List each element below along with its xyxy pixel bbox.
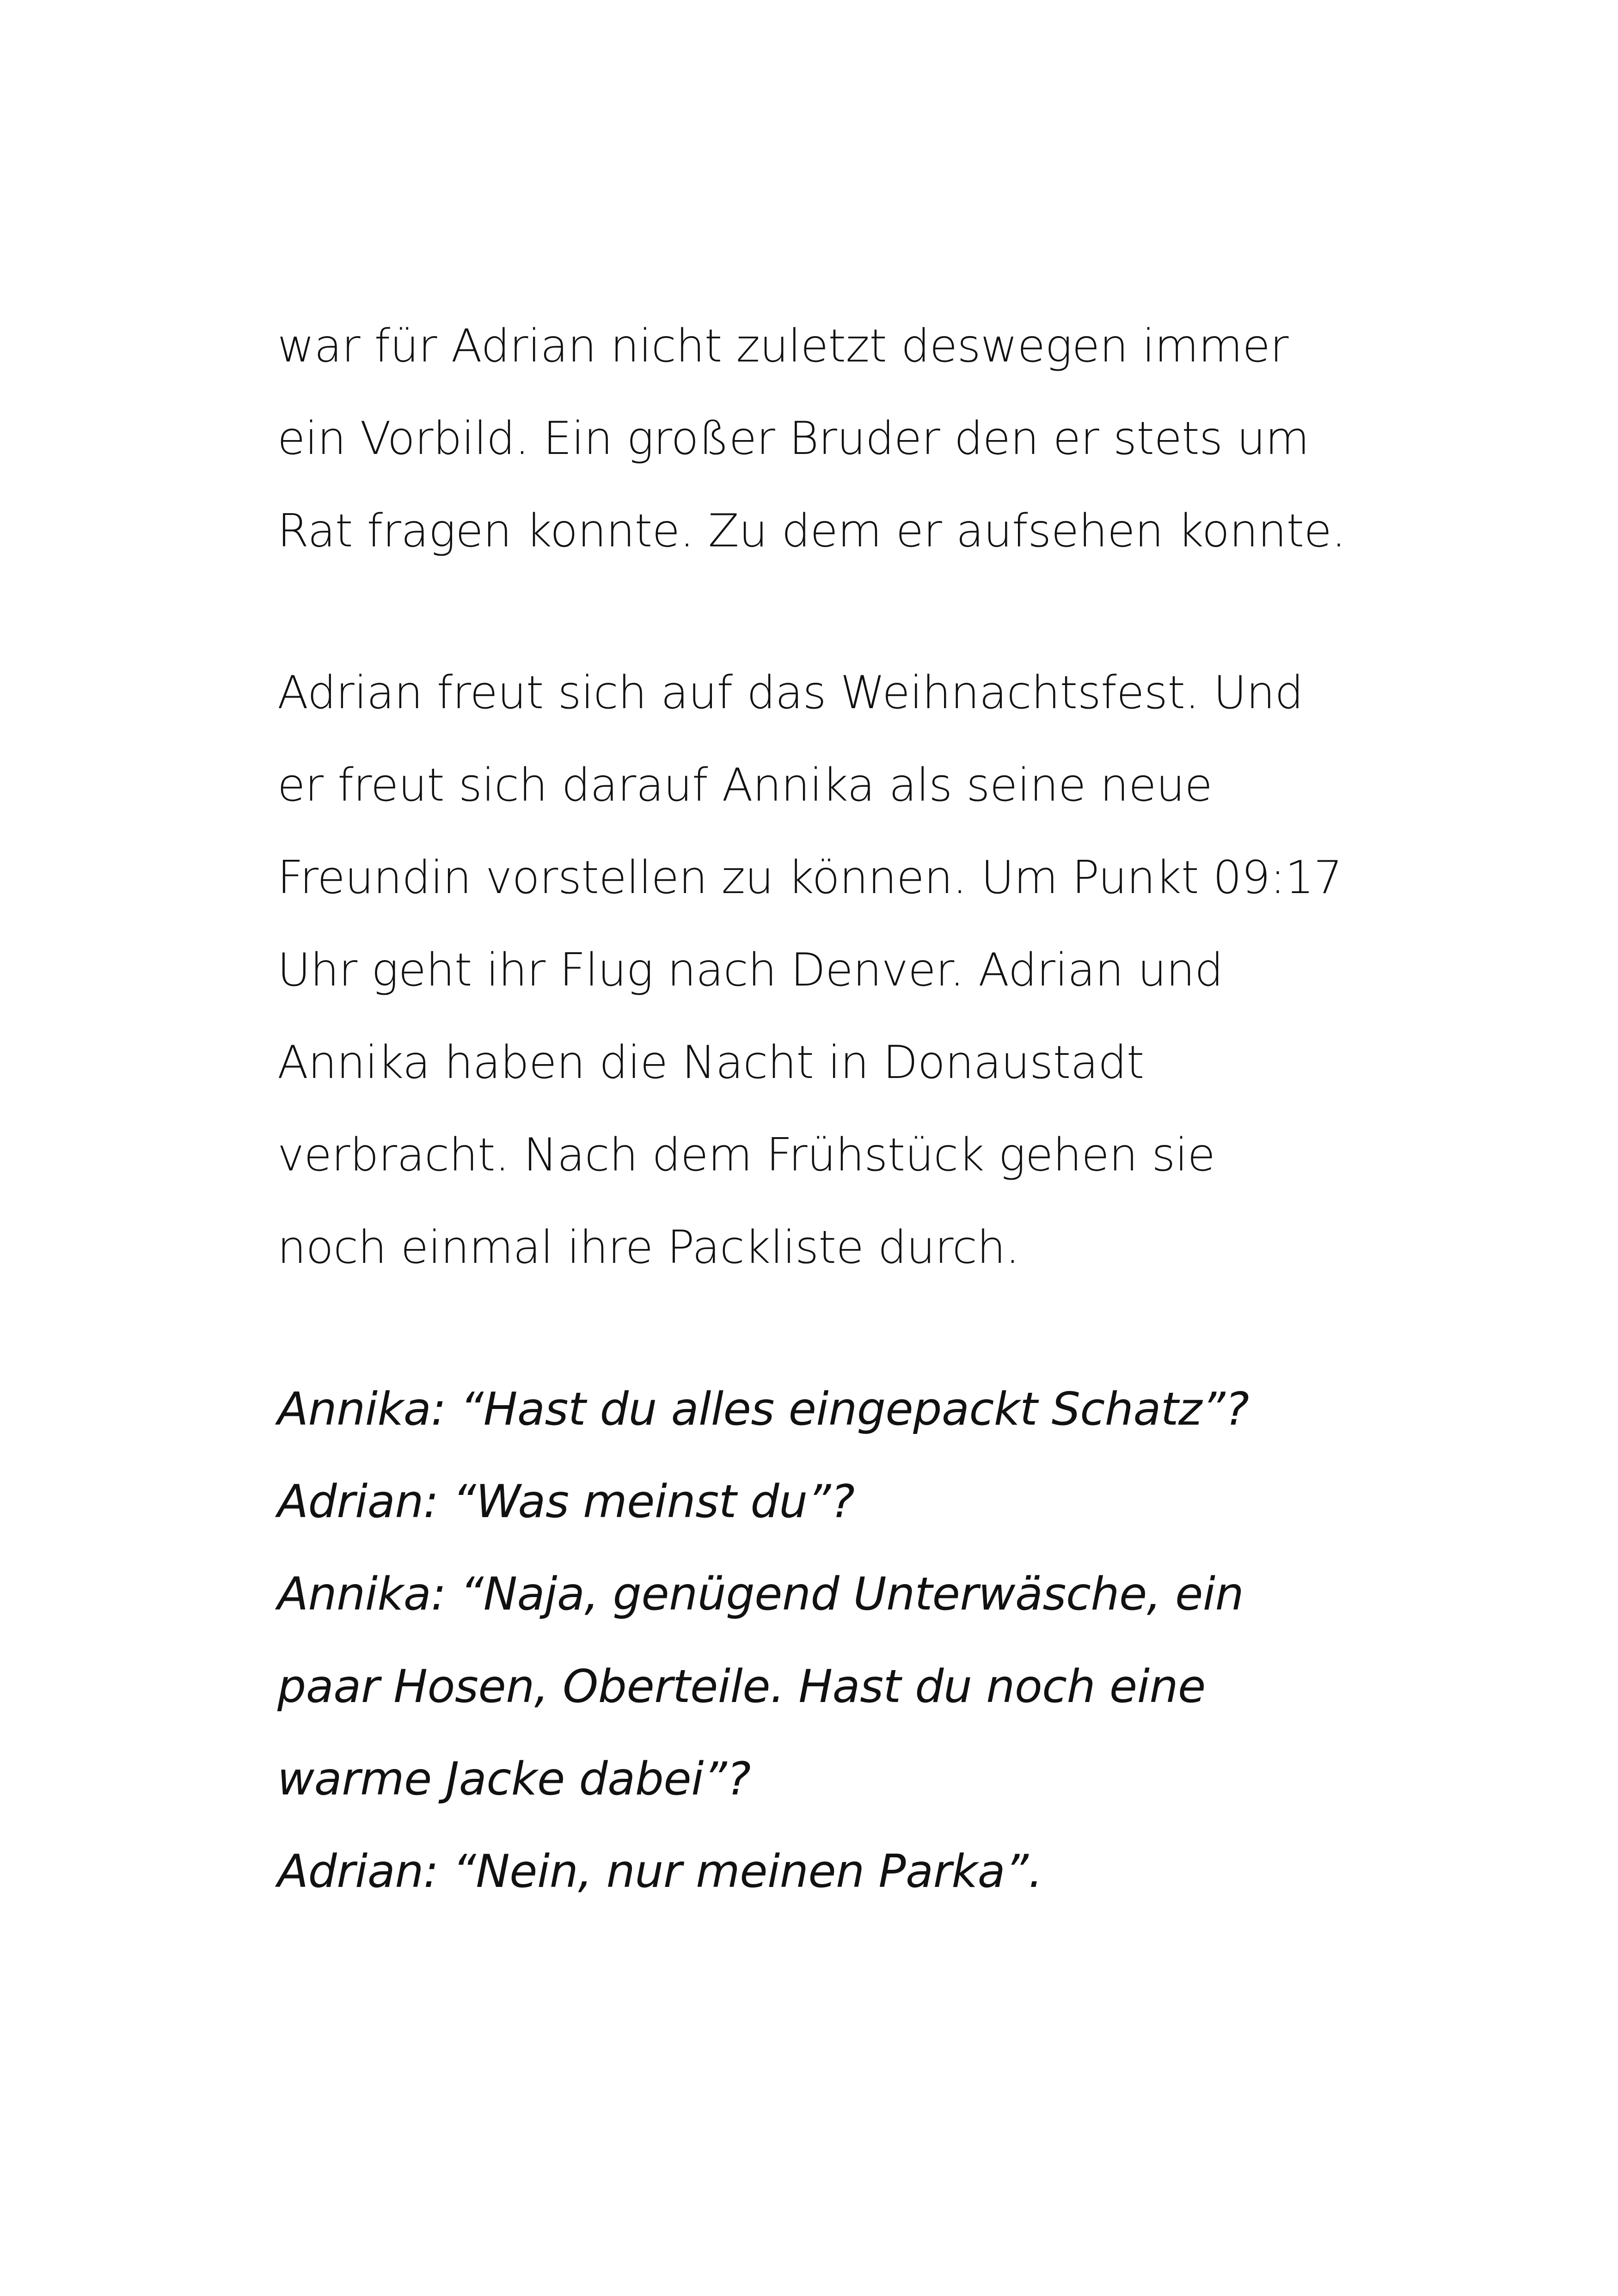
dialogue-line: Adrian: “Was meinst du”? [277, 1476, 855, 1528]
text-line: Adrian freut sich auf das Weihnachtsfest. Und [277, 667, 1304, 719]
text-line: Annika haben die Nacht in Donaustadt [277, 1036, 1144, 1089]
text-line: Uhr geht ihr Flug nach Denver. Adrian und [277, 944, 1223, 997]
text-line: Rat fragen konnte. Zu dem er aufsehen konnte. [277, 505, 1346, 557]
dialogue-line: paar Hosen, Oberteile. Hast du noch eine [277, 1660, 1206, 1713]
dialogue-line: warme Jacke dabei”? [277, 1753, 751, 1806]
text-line: war für Adrian nicht zuletzt deswegen immer [277, 320, 1289, 373]
text-line: er freut sich darauf Annika als seine neue [277, 759, 1213, 812]
text-line: verbracht. Nach dem Frühstück gehen sie [277, 1129, 1215, 1182]
text-line: noch einmal ihre Packliste durch. [277, 1221, 1020, 1274]
text-line: ein Vorbild. Ein großer Bruder den er stets um [277, 412, 1309, 465]
dialogue-line: Annika: “Hast du alles eingepackt Schatz”? [277, 1383, 1249, 1436]
dialogue-line: Adrian: “Nein, nur meinen Parka”. [277, 1845, 1043, 1898]
text-line: Freundin vorstellen zu können. Um Punkt 09:17 [277, 851, 1342, 904]
dialogue-line: Annika: “Naja, genügend Unterwäsche, ein [277, 1568, 1244, 1621]
